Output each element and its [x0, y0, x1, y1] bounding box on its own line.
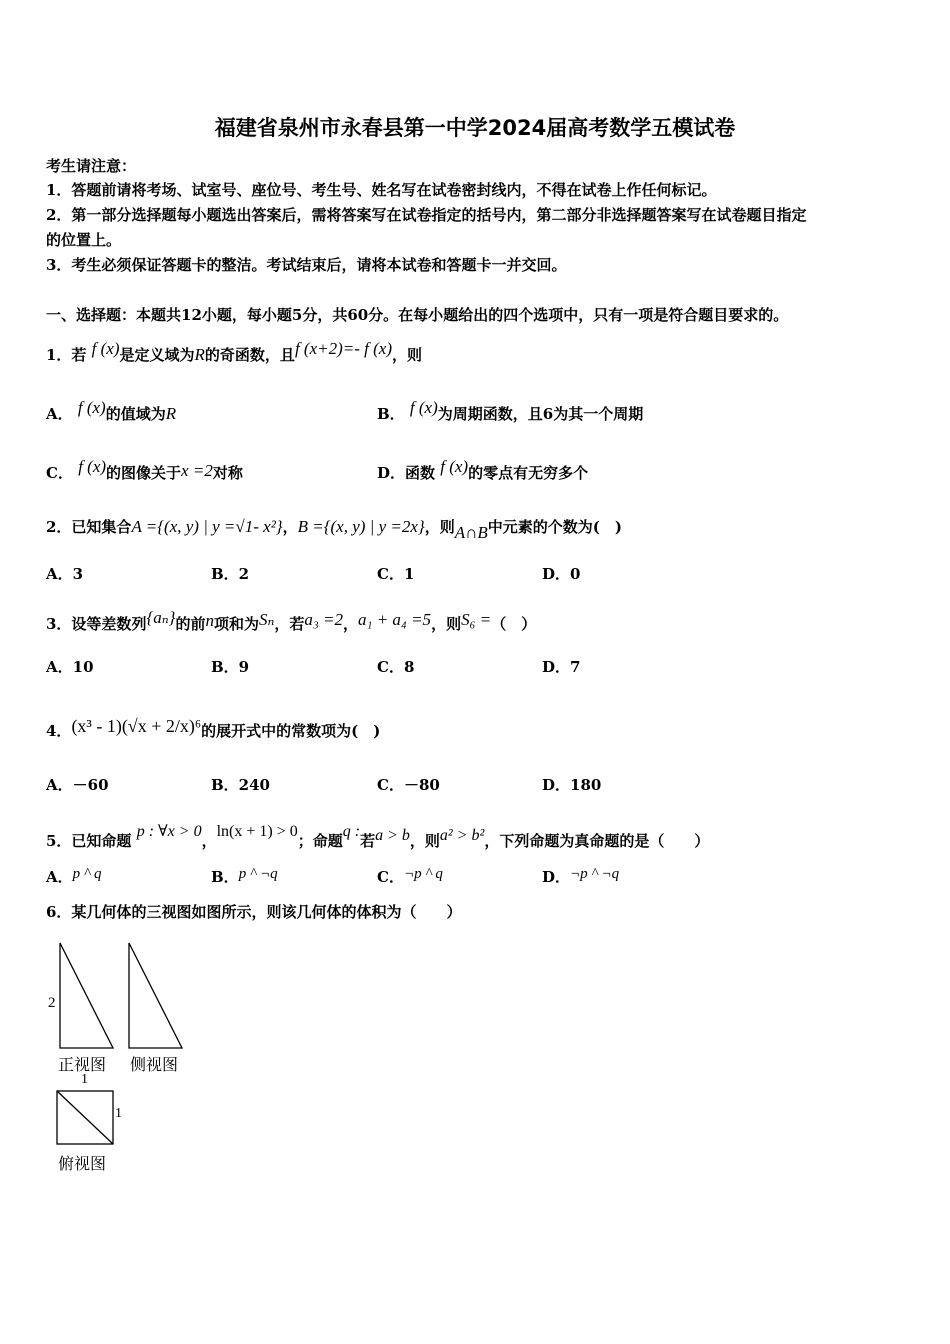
q2-text: 中元素的个数为( ) — [487, 518, 622, 536]
option-label: C． — [46, 464, 73, 482]
q1-R: R — [194, 345, 205, 364]
q5-text: ， — [201, 832, 217, 850]
q3-num: 3．设等差数列 — [46, 615, 147, 633]
q4-expression: (x³ - 1)(√x + 2/x)⁶ — [71, 716, 202, 736]
q2-option-c: C．1 — [377, 565, 415, 583]
option-math: f (x) — [409, 398, 438, 417]
q1-text: 的奇函数，且 — [204, 346, 295, 364]
option-label: D．函数 — [377, 464, 436, 482]
q1-option-a — [46, 398, 176, 424]
top-view-figure — [53, 1088, 117, 1148]
section-heading: 一、选择题：本题共12小题，每小题5分，共60分。在每小题给出的四个选项中，只有一项是符合题目要求的。 — [46, 306, 789, 324]
q1-condition: f (x+2)=- f (x) — [294, 339, 392, 358]
q5-conclusion: a² > b² — [439, 827, 485, 844]
option-label: B． — [211, 868, 239, 886]
notice-item: 3．考生必须保证答题卡的整洁。考试结束后，请将本试卷和答题卡一并交回。 — [46, 256, 567, 274]
q4-option-b: B．240 — [211, 776, 270, 794]
side-view-figure — [124, 940, 189, 1052]
q3-s6: S₆ = — [461, 610, 492, 629]
option-label: A． — [46, 405, 73, 423]
q3-text: ，则 — [431, 615, 462, 633]
question-3: 3．设等差数列{aₙ}的前n项和为Sₙ，若a₃ =2，a₁ + a₄ =5，则S₆ =（ ） — [46, 608, 537, 633]
front-view-figure — [55, 940, 120, 1052]
top-view-label: 俯视图 — [58, 1154, 107, 1173]
question-6: 6．某几何体的三视图如图所示，则该几何体的体积为（ ） — [46, 903, 462, 921]
question-2 — [46, 516, 622, 543]
option-text: 为周期函数，且6为其一个周期 — [437, 405, 644, 423]
question-1 — [46, 339, 422, 365]
top-view-width-dimension: 1 — [81, 1072, 88, 1087]
q4-num: 4． — [46, 722, 72, 740]
q5-proposition-p: ln(x + 1) > 0 — [216, 823, 298, 840]
notice-item: 的位置上。 — [46, 231, 122, 249]
option-math: ¬p ^ q — [403, 866, 443, 882]
option-text: 对称 — [212, 464, 243, 482]
q1-num: 1．若 — [46, 346, 87, 364]
q3-option-b: B．9 — [211, 658, 250, 676]
q1-text: ，则 — [391, 346, 422, 364]
option-math: R — [165, 404, 177, 423]
q3-option-a: A．10 — [46, 658, 94, 676]
option-text: 的图像关于 — [106, 464, 182, 482]
option-math: ¬p ^ ¬q — [570, 866, 620, 882]
q5-num: 5．已知命题 — [46, 832, 132, 850]
q5-option-d — [542, 866, 619, 887]
q4-text: 的展开式中的常数项为( ) — [201, 722, 381, 740]
q5-text: 若 — [360, 832, 376, 850]
front-view-dimension: 2 — [48, 995, 56, 1011]
q3-text: （ ） — [491, 615, 537, 633]
option-math: x =2 — [181, 461, 213, 480]
q4-option-d: D．180 — [542, 776, 602, 794]
option-text: 的值域为 — [105, 405, 166, 423]
option-label: A． — [46, 868, 73, 886]
q1-fx: f (x) — [91, 339, 120, 358]
q3-condition: a₁ + a₄ =5 — [358, 610, 432, 629]
front-view-label: 正视图 — [58, 1055, 107, 1074]
option-math: f (x) — [440, 457, 469, 476]
q3-option-d: D．7 — [542, 658, 581, 676]
q2-text: ，则 — [424, 518, 455, 536]
notice-heading: 考生请注意： — [46, 157, 137, 175]
option-math: f (x) — [78, 457, 107, 476]
option-text: 的零点有无穷多个 — [468, 464, 589, 482]
q4-option-c: C．－80 — [377, 776, 440, 794]
question-4 — [46, 716, 380, 741]
q5-option-b — [211, 866, 278, 887]
q3-sequence: {aₙ} — [146, 608, 176, 627]
q2-set-a: A ={(x, y) | y =√1- x²} — [131, 517, 283, 536]
q3-sn: Sₙ — [258, 610, 275, 629]
q5-option-a — [46, 866, 101, 887]
question-5 — [46, 821, 709, 851]
option-math: p ^ q — [72, 866, 102, 882]
q5-option-c — [377, 866, 443, 887]
q5-condition: a > b — [375, 827, 410, 844]
q5-text: ；命题 — [297, 832, 343, 850]
q5-proposition-p: p : ∀x > 0 — [136, 823, 202, 840]
q2-num: 2．已知集合 — [46, 518, 132, 536]
q2-option-d: D．0 — [542, 565, 581, 583]
q3-text: 的前 — [175, 615, 206, 633]
option-math: p ^ ¬q — [238, 866, 278, 882]
q4-option-a: A．－60 — [46, 776, 109, 794]
option-label: C． — [377, 868, 404, 886]
q3-condition: a₃ =2 — [304, 610, 344, 629]
side-view-label: 侧视图 — [130, 1055, 179, 1074]
q1-option-c — [46, 457, 243, 483]
q5-text: ，下列命题为真命题的是（ ） — [484, 832, 710, 850]
q3-n: n — [205, 611, 214, 630]
q2-set-b: B ={(x, y) | y =2x} — [297, 517, 425, 536]
option-math: f (x) — [77, 398, 106, 417]
q2-text: ， — [282, 518, 298, 536]
q1-text: 是定义域为 — [119, 346, 195, 364]
q5-text: ，则 — [409, 832, 440, 850]
option-label: B． — [377, 405, 405, 423]
option-label: D． — [542, 868, 571, 886]
notice-item: 1．答题前请将考场、试室号、座位号、考生号、姓名写在试卷密封线内，不得在试卷上作任何标记。 — [46, 181, 717, 199]
notice-item: 2．第一部分选择题每小题选出答案后，需将答案写在试卷指定的括号内，第二部分非选择题答案写在试卷题目指定 — [46, 206, 807, 224]
q3-text: 项和为 — [213, 615, 259, 633]
q5-proposition-q: q : — [342, 823, 361, 840]
q1-option-b — [377, 398, 643, 424]
q3-option-c: C．8 — [377, 658, 415, 676]
q2-option-b: B．2 — [211, 565, 250, 583]
q1-option-d — [377, 457, 588, 483]
q2-intersection: A∩B — [454, 523, 488, 542]
page-title: 福建省泉州市永春县第一中学2024届高考数学五模试卷 — [214, 116, 736, 140]
q3-text: ，若 — [274, 615, 305, 633]
q2-option-a: A．3 — [46, 565, 84, 583]
top-view-height-dimension: 1 — [115, 1106, 122, 1121]
